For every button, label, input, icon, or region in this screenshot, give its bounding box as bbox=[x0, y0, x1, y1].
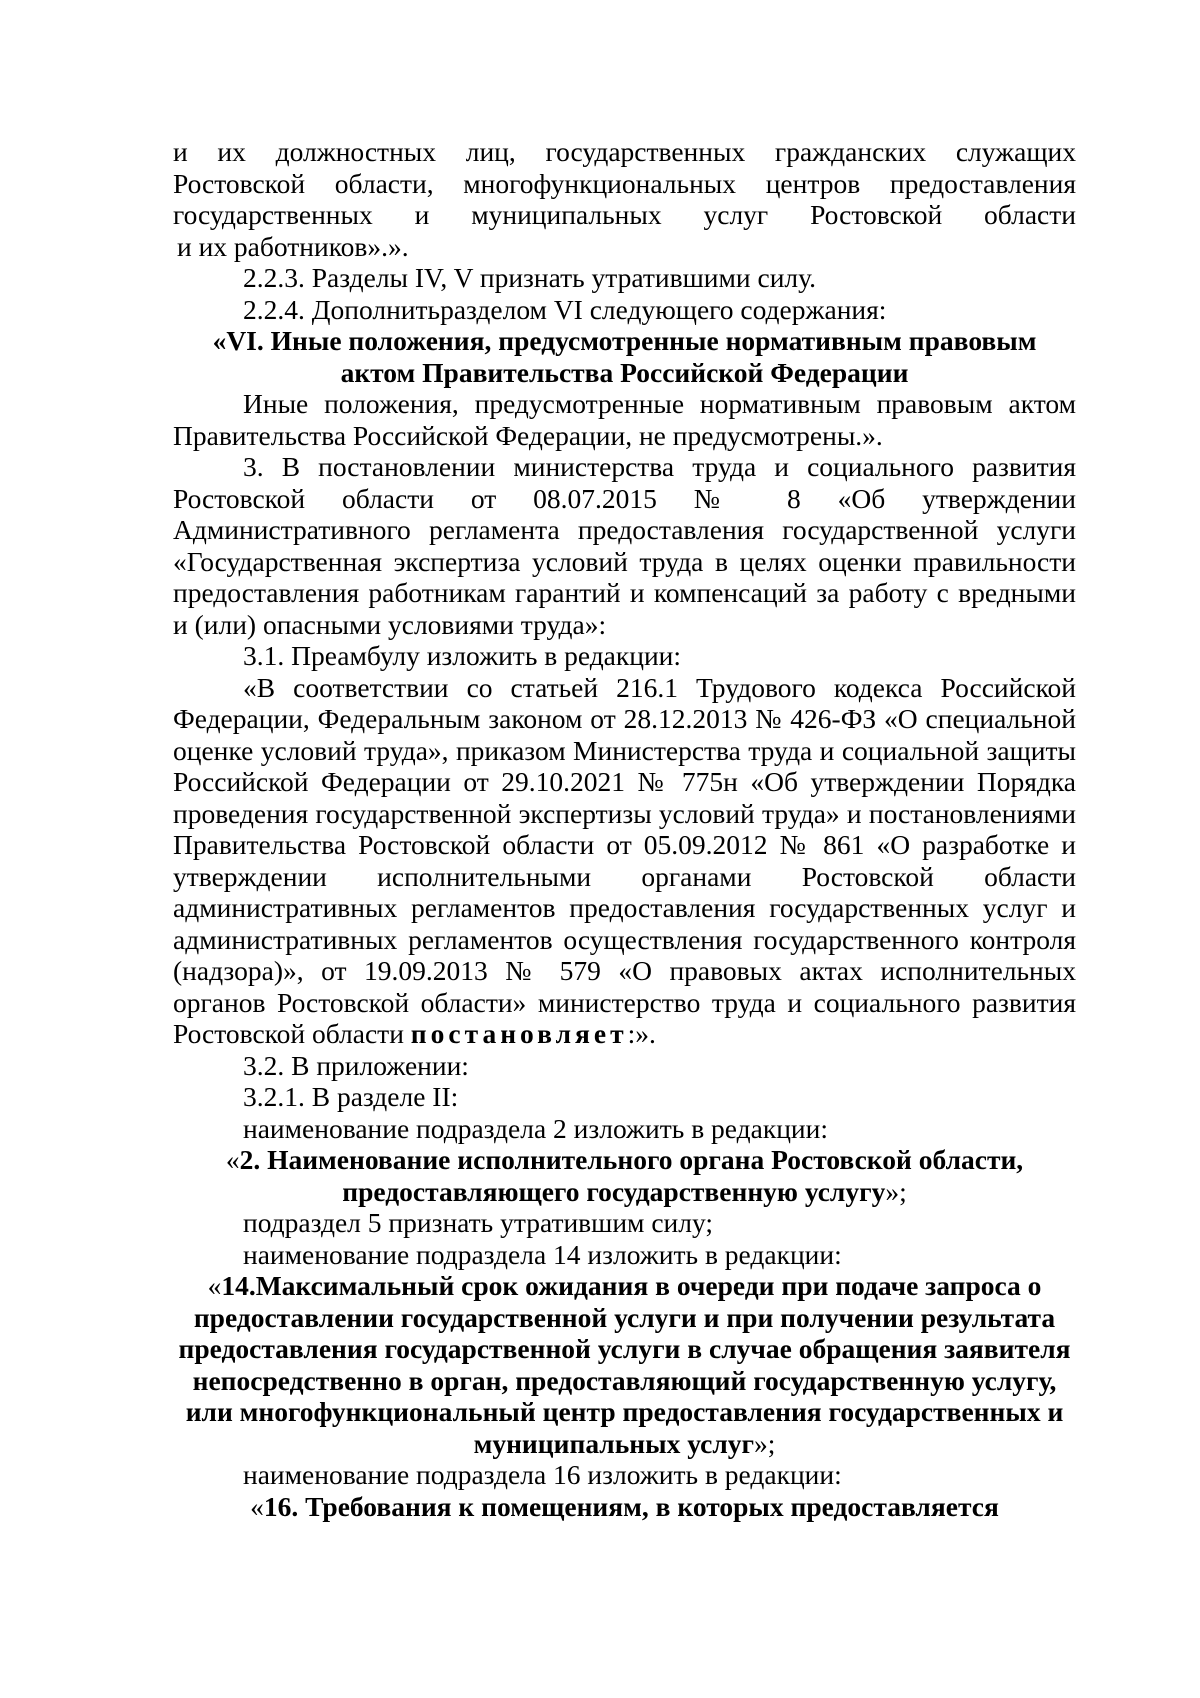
paragraph-2-2-4: 2.2.4. Дополнитьразделом VI следующего содержания: bbox=[243, 293, 887, 325]
document-body bbox=[173, 136, 1076, 1522]
preamble-bold-word: постановляет bbox=[410, 1018, 628, 1049]
heading-subsection-14-text: 14.Максимальный срок ожидания в очереди при подаче запроса о предоставлении государственной услуги и при получении результата предоставления государственной услуги в случае обращения заявителя непосредственно в орган, предоставляющий государственную услугу, или многофункциональный центр предоставления государственных и муниципальных услуг bbox=[178, 1270, 1071, 1459]
quote-open: « bbox=[250, 1490, 264, 1522]
paragraph-3-1: 3.1. Преамбулу изложить в редакции: bbox=[243, 640, 682, 671]
preamble-text: «В соответствии со статьей 216.1 Трудового кодекса Российской Федерации, Федеральным законом от 28.12.2013 № 426-ФЗ «О специальной оценке условий труда», приказом Министерства труда и социальной защиты Российской Федерации от 29.10.2021 № 775н «Об утверждении Порядка проведения государственной экспертизы условий труда» и постановлениями Правительства Ростовской области от 05.09.2012 № 861 «О разработке и утверждении исполнительными органами Ростовской области административных регламентов предоставления государственных услуг и административных регламентов осуществления государственного контроля (надзора)», от 19.09.2013 № 579 «О правовых актах исполнительных органов Ростовской области» министерство труда и социального развития Ростовской области bbox=[173, 671, 1076, 1049]
paragraph-preamble bbox=[173, 672, 1076, 1050]
paragraph-3: 3. В постановлении министерства труда и социального развития Ростовской области от 08.07.2015 № 8 «Об утверждении Административного регламента предоставления государственной услуги «Государственная экспертиза условий труда в целях оценки правильности предоставления работникам гарантий и компенсаций за работу с вредными и (или) опасными условиями труда»: bbox=[173, 451, 1076, 640]
preamble-tail: :». bbox=[627, 1018, 656, 1049]
heading-subsection-2-text: 2. Наименование исполнительного органа Ростовской области, предоставляющего государственную услугу bbox=[239, 1144, 1024, 1207]
heading-section-vi: «VI. Иные положения, предусмотренные нормативным правовым актом Правительства Российской Федерации bbox=[212, 325, 1037, 388]
paragraph-continuation: и их должностных лиц, государственных гражданских служащих Ростовской области, многофункциональных центров предоставления государственных и муниципальных услуг Ростовской области bbox=[173, 136, 1076, 230]
paragraph-3-2: 3.2. В приложении: bbox=[243, 1049, 469, 1081]
quote-open: « bbox=[207, 1270, 222, 1301]
heading-subsection-14 bbox=[173, 1270, 1076, 1459]
paragraph-subsection-14: наименование подраздела 14 изложить в редакции: bbox=[243, 1238, 842, 1270]
quote-close: »; bbox=[885, 1175, 907, 1207]
heading-subsection-16 bbox=[173, 1491, 1076, 1523]
paragraph-other-provisions: Иные положения, предусмотренные нормативным правовым актом Правительства Российской Федерации, не предусмотрены.». bbox=[173, 388, 1076, 451]
paragraph-subsection-16: наименование подраздела 16 изложить в редакции: bbox=[243, 1459, 842, 1490]
paragraph-3-2-1: 3.2.1. В разделе II: bbox=[243, 1081, 459, 1112]
quote-close: »; bbox=[754, 1427, 776, 1459]
quote-open: « bbox=[225, 1144, 240, 1175]
heading-subsection-16-text: 16. Требования к помещениям, в которых предоставляется bbox=[263, 1490, 999, 1522]
paragraph-2-2-3: 2.2.3. Разделы IV, V признать утратившими силу. bbox=[243, 262, 817, 293]
paragraph-subsection-5: подраздел 5 признать утратившим силу; bbox=[243, 1207, 714, 1238]
heading-subsection-2 bbox=[173, 1144, 1076, 1207]
paragraph-continuation-end: и их работников».». bbox=[177, 230, 409, 262]
paragraph-subsection-2: наименование подраздела 2 изложить в редакции: bbox=[243, 1112, 828, 1144]
